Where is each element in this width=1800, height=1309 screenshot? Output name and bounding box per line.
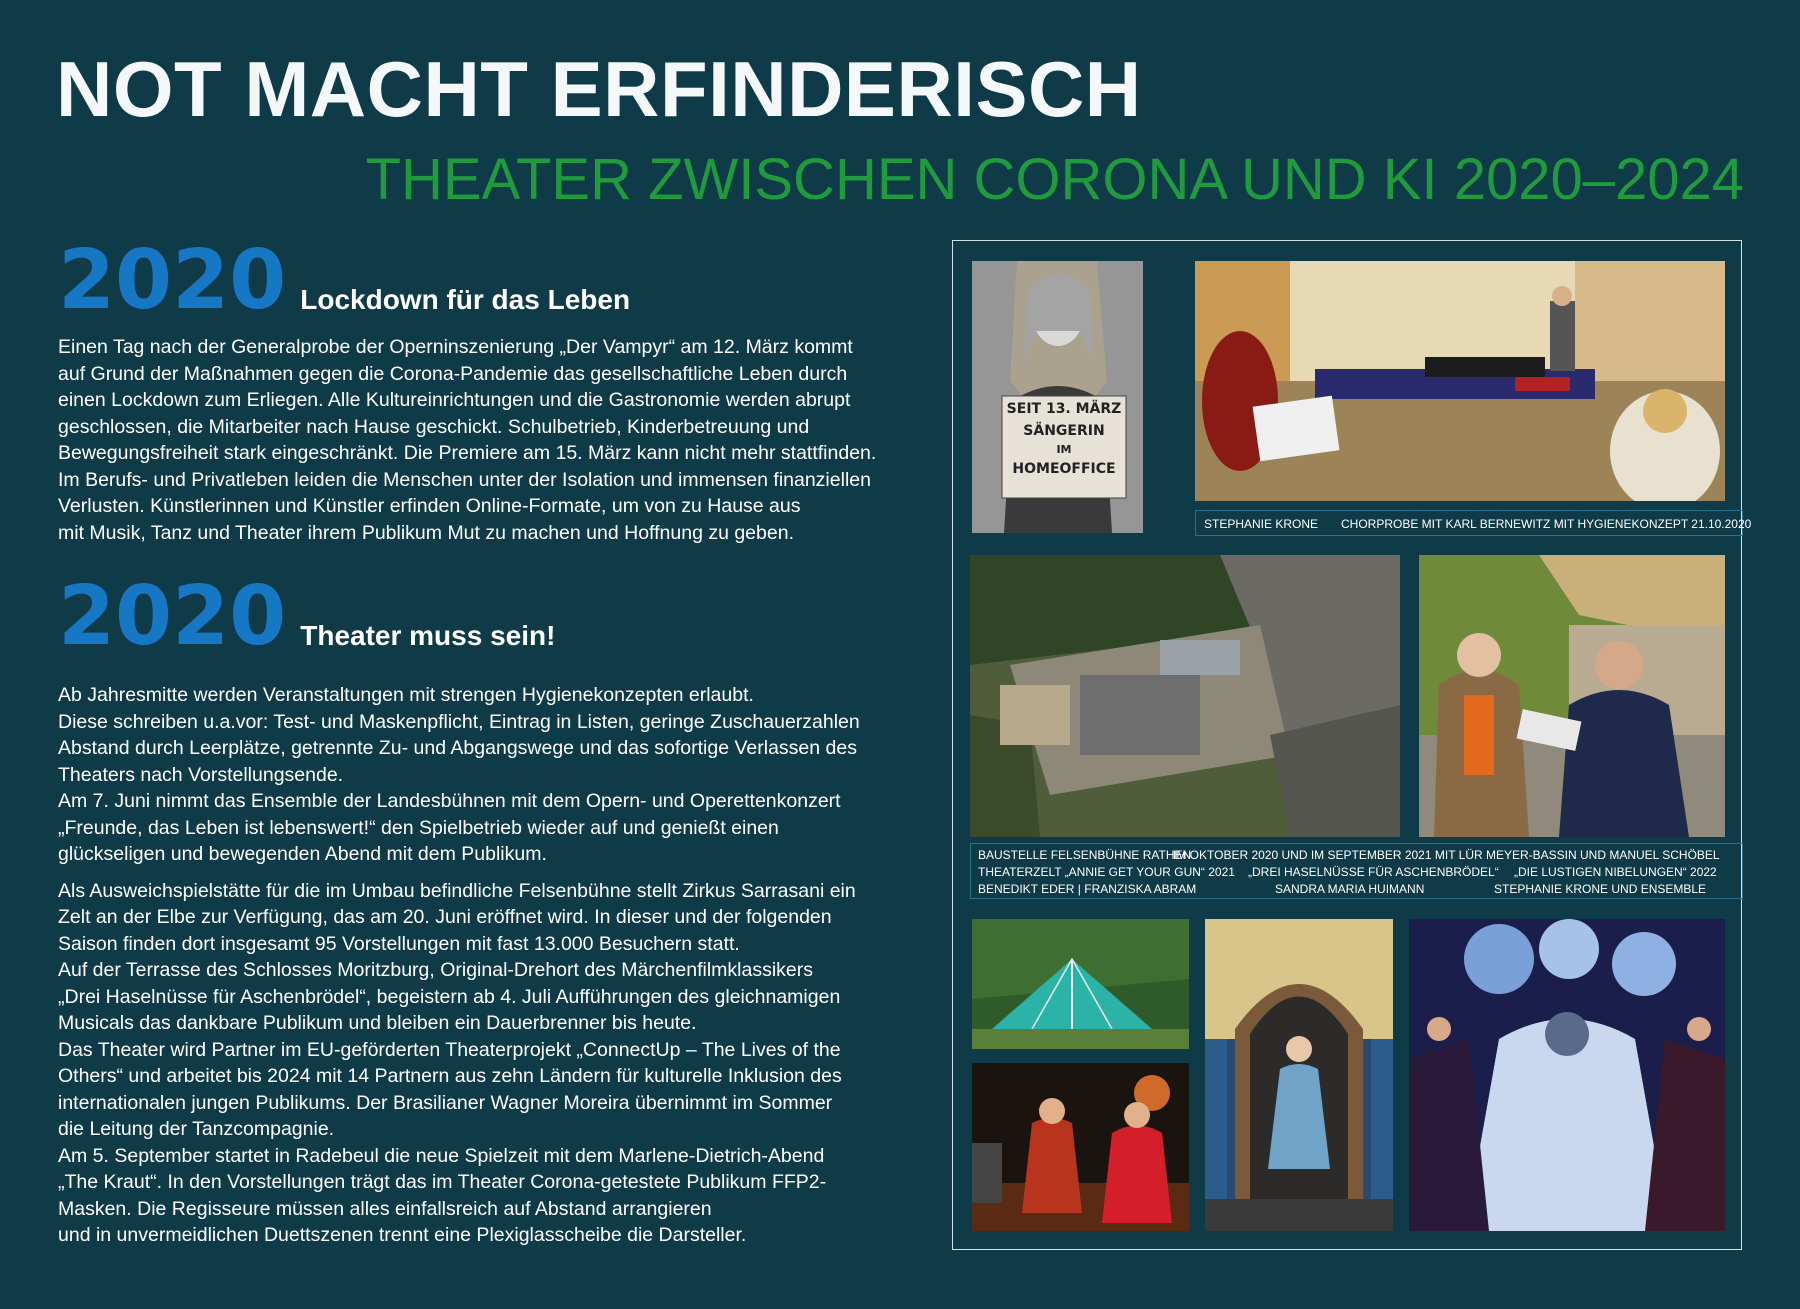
section-year: 2020 [58, 569, 287, 664]
photo-meyer-bassin-schoebel [1419, 555, 1725, 837]
photo-annie-get-your-gun [972, 1063, 1189, 1231]
section-paragraph: Einen Tag nach der Generalprobe der Operninszenierung „Der Vampyr“ am 12. März kommt auf Grund der Maßnahmen gegen die Corona-Pandemie das gesellschaftliche Leben durch einen Lockdown zum Erliegen. Alle Kultureinrichtungen und die Gastronomie werden abrupt geschlossen, die Mitarbeiter nach Hause geschickt. Schulbetrieb, Kinderbetreuung und Bewegungsfreiheit stark eingeschränkt. Die Premiere am 15. März kann nicht mehr stattfinden. Im Berufs- und Privatleben leiden die Menschen unter der Isolation und immensen finanziellen Verlusten. Künstlerinnen und Künstler erfinden Online-Formate, um von zu Hause aus mit Musik, Tanz und Theater ihrem Publikum Mut zu machen und Hoffnung zu geben. [58, 336, 877, 544]
photo-lustige-nibelungen [1409, 919, 1725, 1231]
section-paragraph: Als Ausweichspielstätte für die im Umbau befindliche Felsenbühne stellt Zirkus Sarrasani ein Zelt an der Elbe zur Verfügung, das am 20. Juni eröffnet wird. In dieser und der folgenden Saison finden dort insgesamt 95 Vorstellungen mit fast 13.000 Besuchern statt. Auf der Terrasse des Schlosses Moritzburg, Original-Drehort des Märchenfilmklassikers „Drei Haselnüsse für Aschenbrödel“, begeistern ab 4. Juli Aufführungen des gleichnamigen Musicals das dankbare Publikum und bleiben ein Dauerbrenner bis heute. Das Theater wird Partner im EU-geförderten Theaterprojekt „ConnectUp – The Lives of the Others“ und arbeitet bis 2024 mit 14 Partnern aus zehn Ländern für kulturelle Inklusion des internationalen jungen Publikums. Der Brasilianer Wagner Moreira übernimmt im Sommer die Leitung der Tanzcompagnie. Am 5. September startet in Radebeul die neue Spielzeit mit dem Marlene-Dietrich-Abend „The Kraut“. In den Vorstellungen trägt das im Theater Corona-getestete Publikum FFP2- Masken. Die Regisseure müssen alles einfallsreich auf Abstand arrangieren und in unvermeidlichen Duettszenen trennt eine Plexiglasscheibe die Darsteller. [58, 879, 856, 1246]
sign-text: SÄNGERIN [1023, 423, 1105, 439]
caption: IM OKTOBER 2020 UND IM SEPTEMBER 2021 MIT LÜR MEYER-BASSIN UND MANUEL SCHÖBEL [1173, 848, 1720, 862]
caption: „DIE LUSTIGEN NIBELUNGEN“ 2022 [1514, 865, 1717, 879]
section-year: 2020 [58, 233, 287, 328]
sign-text: HOMEOFFICE [1012, 461, 1116, 477]
caption: CHORPROBE MIT KARL BERNEWITZ MIT HYGIENEKONZEPT 21.10.2020 [1341, 517, 1752, 531]
sign-text: SEIT 13. MÄRZ [1006, 401, 1122, 417]
caption-row-1 [1195, 510, 1752, 536]
caption-row-2 [970, 843, 1743, 899]
caption: STEPHANIE KRONE UND ENSEMBLE [1494, 882, 1707, 896]
photo-theaterzelt [972, 919, 1189, 1049]
photo-felsenbuehne-baustelle [970, 555, 1400, 837]
photo-aschenbroedel [1205, 919, 1393, 1231]
photo-singer-homeoffice [972, 261, 1143, 533]
page-title: NOT MACHT ERFINDERISCH [56, 45, 1142, 133]
page-subtitle: THEATER ZWISCHEN CORONA UND KI 2020–2024 [365, 147, 1744, 212]
caption: BAUSTELLE FELSENBÜHNE RATHEN [978, 848, 1192, 862]
caption: STEPHANIE KRONE [1204, 517, 1319, 531]
caption: „DREI HASELNÜSSE FÜR ASCHENBRÖDEL“ [1248, 865, 1499, 879]
section-lockdown [58, 233, 938, 546]
sign-text: IM [1056, 443, 1072, 456]
caption: SANDRA MARIA HUIMANN [1275, 882, 1425, 896]
section-heading: Lockdown für das Leben [300, 284, 631, 315]
caption: BENEDIKT EDER | FRANZISKA ABRAM [978, 882, 1197, 896]
section-theater-muss-sein [58, 569, 938, 1249]
section-paragraph: Ab Jahresmitte werden Veranstaltungen mit strengen Hygienekonzepten erlaubt. Diese schreiben u.a.vor: Test- und Maskenpflicht, Eintrag in Listen, geringe Zuschauerzahlen Abstand durch Leerplätze, getrennte Zu- und Abgangswege und das sofortige Verlassen des Theaters nach Vorstellungsende. Am 7. Juni nimmt das Ensemble der Landesbühnen mit dem Opern- und Operettenkonzert „Freunde, das Leben ist lebenswert!“ den Spielbetrieb wieder auf und genießt einen glückseligen und bewegenden Abend mit dem Publikum. [58, 684, 860, 865]
photo-collage [952, 240, 1752, 1250]
caption: THEATERZELT „ANNIE GET YOUR GUN“ 2021 [978, 865, 1235, 879]
section-heading: Theater muss sein! [300, 620, 556, 651]
photo-choir-rehearsal [1195, 261, 1725, 501]
